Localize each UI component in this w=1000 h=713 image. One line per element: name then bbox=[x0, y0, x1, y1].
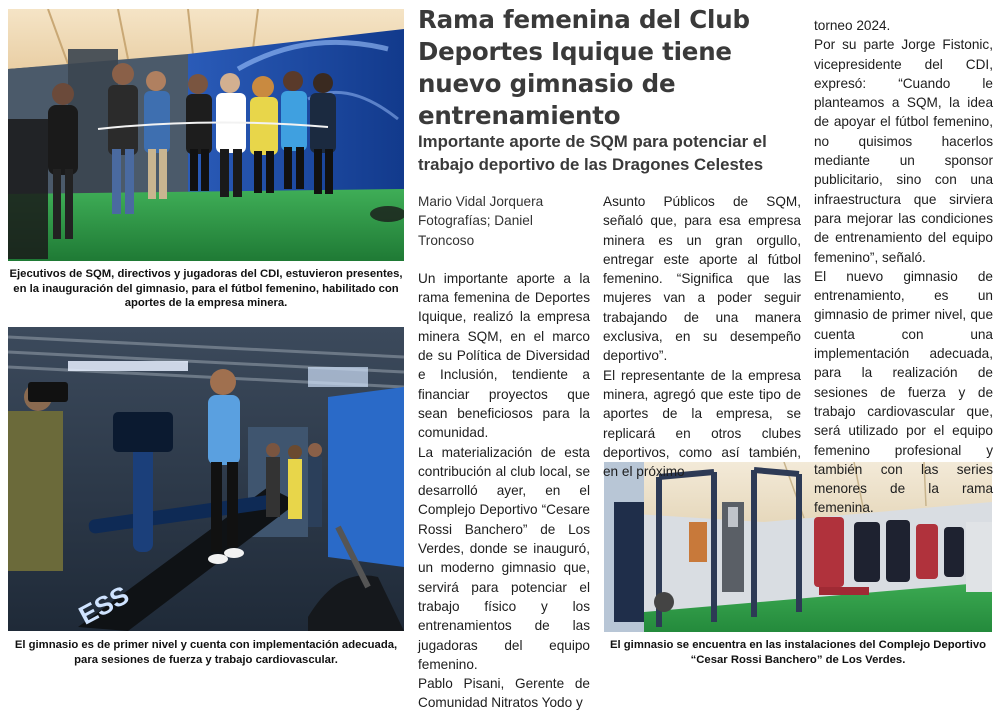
paragraph: torneo 2024. bbox=[814, 18, 891, 33]
photo-ribbon-cutting bbox=[8, 9, 404, 261]
photo-treadmill bbox=[8, 327, 404, 631]
article-headline: Rama femenina del Club Deportes Iquique tiene nuevo gimnasio de entrenamiento bbox=[418, 5, 750, 130]
article-column-1 bbox=[418, 192, 590, 713]
article-subheadline: Importante aporte de SQM para potenciar el trabajo deportivo de las Dragones Celestes bbox=[418, 132, 767, 174]
photo-caption-gym: El gimnasio se encuentra en las instalaciones del Complejo Deportivo “Cesar Rossi Banchero” de Los Verdes. bbox=[609, 639, 987, 666]
paragraph: La materialización de esta contribución al club local, se desarrolló ayer, en el Complejo Deportivo “Cesare Rossi Banchero” de Los Verdes, donde se inauguró, un moderno gimnasio que, servirá para potenciar el trabajo físico y los entrenamientos de las jugadoras del equipo femenino. bbox=[418, 444, 590, 672]
treadmill-brand-text: ESS bbox=[73, 579, 134, 631]
paragraph: Un importante aporte a la rama femenina de Deportes Iquique, realizó la empresa minera SQM, en el marco de su Política de Diversidad e Inclusión, tendiente a financiar proyectos que sean beneficiosos para la comunidad. bbox=[418, 270, 590, 441]
treadmill-illustration bbox=[8, 327, 404, 631]
photo-caption-ceremony: Ejecutivos de SQM, directivos y jugadoras del CDI, estuvieron presentes, en la inauguración del gimnasio, para el fútbol femenino, habilitado con aportes de la empresa minera. bbox=[9, 268, 403, 310]
photo-caption-treadmill: El gimnasio es de primer nivel y cuenta con implementación adecuada, para sesiones de fuerza y trabajo cardiovascular. bbox=[14, 639, 398, 666]
paragraph: Asunto Públicos de SQM, señaló que, para esa empresa minera es un gran orgullo, entregar este aporte al fútbol femenino. “Significa que las mujeres van a poder seguir trabajando de una manera exclusiva, en su desempeño deportivo”. bbox=[603, 194, 801, 364]
paragraph: Pablo Pisani, Gerente de Comunidad Nitratos Yodo y bbox=[418, 676, 590, 711]
byline-photos: Fotografías; Daniel Troncoso bbox=[418, 213, 533, 248]
article-column-2 bbox=[603, 192, 801, 481]
paragraph: Por su parte Jorge Fistonic, vicepresidente del CDI, expresó: “Cuando le planteamos a SQM, la idea de apoyar el fútbol femenino, no quisimos hacerlos mediante un sponsor publicitario, sino con una infraestructura que sirviera para mejorar las condiciones de entrenamiento del equipo femenino”, señaló. bbox=[814, 37, 993, 265]
ribbon-cutting-illustration bbox=[8, 9, 404, 261]
byline-author: Mario Vidal Jorquera bbox=[418, 194, 544, 209]
paragraph: El nuevo gimnasio de entrenamiento, es un gimnasio de primer nivel, que cuenta con una implementación adecuada, para la realización de sesiones de fuerza y de trabajo cardiovascular que, será utilizado por el equipo femenino profesional y también con las series menores de la rama femenina. bbox=[814, 268, 993, 516]
paragraph: El representante de la empresa minera, agregó que este tipo de aportes de la empresa, se replicará en otros clubes deportivos, como así también, en el próximo bbox=[603, 367, 801, 480]
article-column-3 bbox=[814, 16, 993, 518]
